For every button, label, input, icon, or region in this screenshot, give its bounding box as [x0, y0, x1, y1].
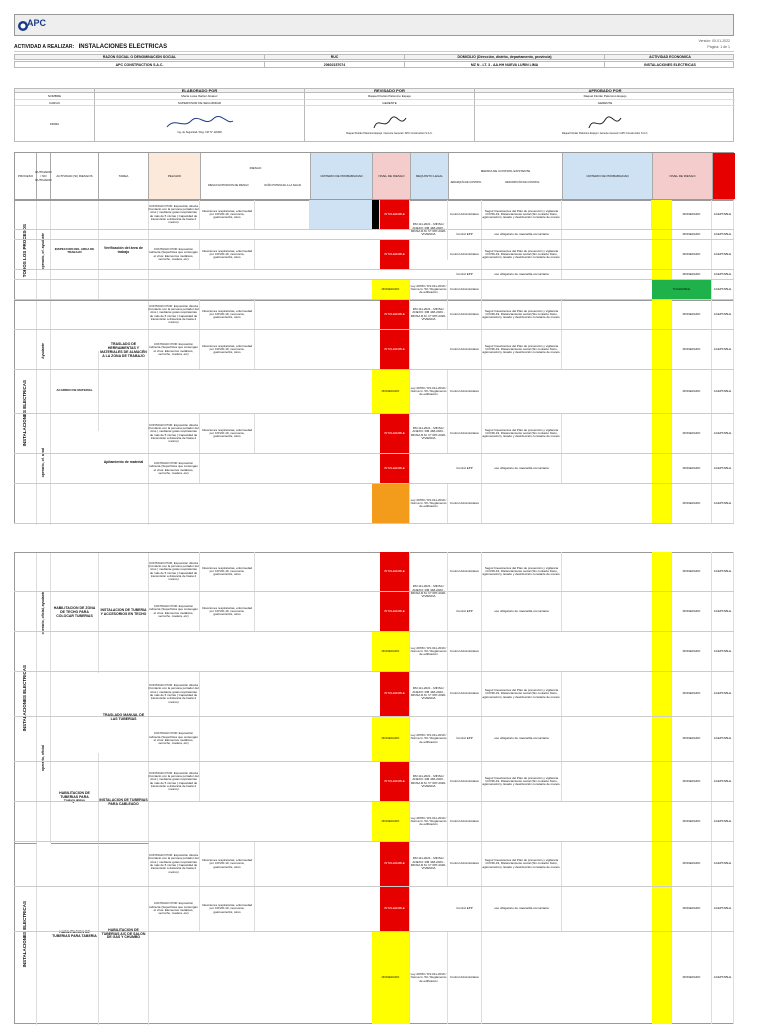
- residual-level: MODERADO: [672, 672, 712, 716]
- risk-level-cell: INTOLERABLE: [380, 414, 410, 453]
- residual-level: MODERADO: [672, 762, 712, 801]
- control-desc-cell: uso obligatorio de mascarilla comunitaria: [482, 270, 562, 279]
- table-row: [14, 717, 734, 762]
- hierarchy-cell: Control EPP: [448, 592, 482, 631]
- legal-cell: Ley 29783 / DS 011-2019 / Norma G. 50 / Reglamento de edificación: [410, 280, 448, 299]
- acceptance: ACEPTABLE: [712, 454, 734, 483]
- hierarchy-cell: Control Administrativo: [448, 932, 482, 1024]
- company-name: APC CONSTRUCTION S.A.C.: [15, 62, 265, 67]
- table-row: [14, 330, 734, 370]
- risk-cell: Infecciones respiratorias, enfermedad por COVID-19, neumonía, gastroenteritis, otros: [200, 200, 255, 229]
- residual-level: MODERADO: [672, 200, 712, 229]
- residual-level: MODERADO: [672, 552, 712, 591]
- economic-activity-value: INSTALACIONES ELECTRICAS: [644, 62, 696, 67]
- risk-cell: Infecciones respiratorias, enfermedad por COVID-19, neumonía, gastroenteritis, otros: [200, 414, 255, 453]
- table-row: [14, 454, 734, 484]
- p2-task-3: INSTALACION DE TUBERIAS PARA CABLEADO: [99, 763, 149, 843]
- legal-cell: RM 111-2021 - MINSA / ANEXO: RM 448-2020 - MINSA R.M. N° 087-2020-VIVIENDA: [410, 300, 448, 329]
- level-cell-2: [652, 842, 672, 886]
- table-row: [14, 632, 734, 672]
- residual-level: MODERADO: [672, 414, 712, 453]
- risk-cell: Infecciones respiratorias, enfermedad por COVID-19, neumonía, gastroenteritis, otros: [200, 240, 255, 269]
- reviewed-signature-caption: Raquel Florián Palomino Espejo / Gerente General / APC Construction S.A.C.: [346, 131, 433, 135]
- risk-level-cell: MODERADO: [372, 932, 410, 1024]
- hierarchy-cell: Control Administrativo: [448, 240, 482, 269]
- p2-routine-1-text: operario, oficial, ayudante: [40, 591, 45, 635]
- acceptance: ACEPTABLE: [712, 370, 734, 413]
- risk-sub-b: DAÑO POTENCIAL A LA SALUD: [264, 183, 302, 187]
- control-desc-cell: uso obligatorio de mascarilla comunitaria: [482, 592, 562, 631]
- hazard-cell: CONTAGIO POR: Exposición directa (Contacto con la persona portador del virus ) mediante gotas respiratorias de más de 5 micras ( Capacidad de transmisión a distancia de hasta 2 metros): [148, 552, 200, 591]
- hierarchy-cell: Control Administrativo: [448, 842, 482, 886]
- control-description-header: DESCRIPCIÓN DE CONTROL: [505, 180, 540, 184]
- risk-header-title: RIESGO: [249, 165, 262, 170]
- risk-level-cell: INTOLERABLE: [380, 552, 410, 591]
- reviewed-role: GERENTE: [305, 99, 475, 105]
- level-cell-2: [652, 414, 672, 453]
- level-cell-2: [652, 484, 672, 523]
- table-row: [14, 414, 734, 454]
- control-desc-cell: uso obligatorio de mascarilla comunitaria: [482, 717, 562, 761]
- acceptance: ACEPTABLE: [712, 762, 734, 801]
- p2-task-1: INSTALACION DE TUBERIA Y ACCESORIOS EN TECHO: [99, 553, 149, 673]
- legal-cell: RM 111-2021 - MINSA / ANEXO: RM 448-2020 - MINSA R.M. N° 087-2020-VIVIENDA: [410, 672, 448, 716]
- hazard-cell: CONTAGIO POR: Exposición indirecta (Superficies que contengan el virus: Elementos metálicos, serrucho, madera, etc): [148, 454, 200, 483]
- acceptance: ACEPTABLE: [712, 270, 734, 279]
- section-2b-routine-text: operario, of. ayud: [40, 448, 45, 478]
- routine-header: RUTINARIO / NO RUTINARIO: [37, 153, 51, 199]
- hierarchy-cell: Control EPP: [448, 887, 482, 931]
- probability-cell-2: [562, 200, 652, 229]
- table-row: [14, 672, 734, 717]
- acceptance: ACEPTABLE: [712, 842, 734, 886]
- hierarchy-cell: Control Administrativo: [448, 632, 482, 671]
- hierarchy-cell: Control Administrativo: [448, 672, 482, 716]
- p2-activity-1: HABILITACION DE ZONA DE TECHO PARA COLOCAR TUBERIAS: [51, 553, 99, 673]
- risk-cell: Infecciones respiratorias, enfermedad por COVID-19, neumonía, gastroenteritis, otros: [200, 552, 255, 591]
- risk-cell: Infecciones respiratorias, enfermedad por COVID-19, neumonía, gastroenteritis, otros: [200, 842, 255, 886]
- p2-process-text: INSTALACIONES ELECTRICAS: [22, 664, 28, 732]
- table-row: [14, 230, 734, 240]
- form-page-1: [14, 14, 734, 524]
- section-2-activity: TRASLADO DE HERRAMIENTAS Y MATERIALES DE ALMACÉN A LA ZONA DE TRABAJO: [99, 301, 149, 401]
- acceptance: ACEPTABLE: [712, 230, 734, 239]
- address-header: DOMICILIO (Dirección, distrito, departamento, provincia): [405, 55, 605, 59]
- p2-activity-2: HABILITACION DE TUBERIAS PARA TABIQUERIA: [51, 753, 99, 843]
- table-row: [14, 270, 734, 280]
- company-info-row: [14, 61, 734, 68]
- hierarchy-cell: Control EPP: [448, 717, 482, 761]
- level-cell-2: [652, 672, 672, 716]
- residual-level: MODERADO: [672, 330, 712, 369]
- legal-cell: RM 111-2021 - MINSA / ANEXO: RM 448-2020 - MINSA R.M. N° 087-2020-VIVIENDA: [410, 414, 448, 453]
- prepared-by-header: ELABORADO POR: [95, 89, 305, 92]
- activity-value: INSTALACIONES ELECTRICAS: [78, 44, 168, 50]
- process-header: PROCESO: [15, 153, 37, 199]
- approved-by-header: APROBADO POR: [588, 88, 622, 93]
- reviewed-by-header: REVISADO POR: [305, 89, 475, 92]
- acceptance: ACEPTABLE: [712, 300, 734, 329]
- legal-cell: RM 111-2021 - MINSA / ANEXO: RM 448-2020 - MINSA R.M. N° 087-2020-VIVIENDA: [410, 842, 448, 886]
- approved-name: Raquel Florián Palomino Espejo: [583, 94, 627, 98]
- risk-cell: Infecciones respiratorias, enfermedad por COVID-19, neumonía, gastroenteritis, otros: [200, 592, 255, 631]
- residual-level: MODERADO: [672, 300, 712, 329]
- hazard-cell: CONTAGIO POR: Exposición indirecta (Superficies que contengan el virus: Elementos metálicos, serrucho, madera, etc): [148, 717, 200, 761]
- residual-level: MODERADO: [672, 842, 712, 886]
- section-2b-task: Apilamiento de material: [99, 401, 149, 525]
- residual-level: MODERADO: [672, 270, 712, 279]
- hazard-cell: CONTAGIO POR: Exposición indirecta (Superficies que contengan el virus: Elementos metálicos, serrucho, madera, etc): [148, 330, 200, 369]
- p2-task-2: TRASLADO MANUAL DE LAS TUBERIAS: [99, 673, 149, 763]
- control-desc-cell: Seguir lineamientos del Plan de prevención y vigilancia COVID-19, Distanciamiento social (Sin contacto físico, aglomeración), lavado y desinfección constante de manos.: [482, 552, 562, 591]
- residual-level: MODERADO: [672, 230, 712, 239]
- acceptance: ACEPTABLE: [712, 717, 734, 761]
- table-row: [14, 280, 734, 300]
- residual-level: MODERADO: [672, 240, 712, 269]
- section-2b-activity: ACARREO DE MATERIAL: [51, 351, 99, 431]
- control-desc-cell: uso obligatorio de mascarilla comunitaria: [482, 454, 562, 483]
- probability-header: CRITERIO DE PROBABILIDAD: [311, 153, 373, 199]
- risk-level-cell: [372, 484, 410, 523]
- prepared-name: María Luisa Ibañez Alvarez: [95, 93, 305, 99]
- residual-level: TOLERABLE: [652, 280, 712, 299]
- risk-subheaders: [201, 184, 310, 187]
- level-cell-2: [652, 552, 672, 591]
- hierarchy-cell: Control Administrativo: [448, 370, 482, 413]
- risk-cell: Infecciones respiratorias, enfermedad por COVID-19, neumonía, gastroenteritis, otros: [200, 300, 255, 329]
- hazard-cell: CONTAGIO POR: Exposición directa (Contacto con la persona portador del virus ) mediante gotas respiratorias de más de 5 micras ( Capacidad de transmisión a distancia de hasta 2 metros): [148, 300, 200, 329]
- acceptance: ACEPTABLE: [712, 240, 734, 269]
- table-row: [14, 932, 734, 1024]
- acceptance: ACEPTABLE: [712, 887, 734, 931]
- hazard-cell: CONTAGIO POR: Exposición indirecta (Superficies que contengan el virus: Elementos metálicos, serrucho, madera, etc): [148, 592, 200, 631]
- prepared-signature-caption: Ing. de Seguridad / Reg. CIP N° 116328: [177, 130, 222, 134]
- company-info-header: [14, 54, 734, 60]
- reviewed-signature: [305, 105, 475, 142]
- acceptance: ACEPTABLE: [712, 414, 734, 453]
- risk-sub-a: RIESGO EXPOSICION DE RIESGO: [207, 183, 249, 187]
- p2-activity-3: HABILITACION DE TUBERIAS PARA TABERIA: [51, 843, 99, 1025]
- risk-cell: Infecciones respiratorias, enfermedad por COVID-19, neumonía, gastroenteritis, otros: [200, 887, 255, 931]
- risk-level-cell: INTOLERABLE: [380, 672, 410, 716]
- form-page-2: [14, 552, 734, 1024]
- hierarchy-cell: Control EPP: [448, 230, 482, 239]
- p2-process-2-text: INSTALACIONES ELECTRICAS: [22, 901, 28, 968]
- level-cell-2: [652, 762, 672, 801]
- risk-level-cell: INTOLERABLE: [380, 842, 410, 886]
- control-desc-cell: Seguir lineamientos del Plan de prevención y vigilancia COVID-19, Distanciamiento social (Sin contacto físico, aglomeración), lavado y desinfección constante de manos.: [482, 762, 562, 801]
- prepared-role: SUPERVISOR DE SEGURIDAD: [95, 99, 305, 105]
- legal-cell: Ley 29783 / DS 011-2019 / Norma G. 50 / Reglamento de edificación: [410, 717, 448, 761]
- section-1-routine-text: operario, of. ayudante: [40, 232, 45, 270]
- level-cell-2: [652, 300, 672, 329]
- control-desc-cell: uso obligatorio de mascarilla comunitaria: [482, 887, 562, 931]
- risk-level-cell: MODERADO: [372, 632, 410, 671]
- level-marker: [372, 200, 380, 229]
- activity-header: ACTIVIDAD (SI) RIESGOS: [51, 153, 99, 199]
- acceptance: ACEPTABLE: [712, 632, 734, 671]
- legal-cell: Ley 29783 / DS 011-2019 / Norma G. 50 / Reglamento de edificación: [410, 932, 448, 1024]
- risk-level-cell: INTOLERABLE: [380, 762, 410, 801]
- hierarchy-cell: Control Administrativo: [448, 280, 482, 299]
- residual-level: MODERADO: [672, 632, 712, 671]
- name-label: NOMBRE: [15, 93, 95, 99]
- risk-level-header: NIVEL DE RIESGO: [373, 153, 411, 199]
- legal-requirement-header: REQUISITO LEGAL: [411, 153, 449, 199]
- section-2-routine-text: Ayudante: [40, 343, 45, 359]
- significance-header: [713, 153, 735, 199]
- risk-level-cell: INTOLERABLE: [380, 240, 410, 269]
- activity-label: ACTIVIDAD A REALIZAR:: [14, 44, 75, 50]
- table-row: [14, 300, 734, 330]
- acceptance: ACEPTABLE: [712, 672, 734, 716]
- signature-scribble-icon: [585, 114, 625, 132]
- residual-level: MODERADO: [672, 802, 712, 841]
- hierarchy-cell: Control Administrativo: [448, 414, 482, 453]
- risk-header: [201, 153, 311, 199]
- acceptance: ACEPTABLE: [712, 330, 734, 369]
- reviewed-name: Raquel Florián Palomino Espejo: [305, 93, 475, 99]
- risk-level-cell: MODERADO: [372, 370, 410, 413]
- hierarchy-cell: Control Administrativo: [448, 300, 482, 329]
- control-measure-header: [449, 153, 563, 199]
- form-header: [14, 14, 734, 36]
- level-cell-2: [652, 240, 672, 269]
- legal-cell: Ley 29783 / DS 011-2019 / Norma G. 50 / Reglamento de edificación: [410, 802, 448, 841]
- hierarchy-cell: Control EPP: [448, 270, 482, 279]
- level-cell-2: [652, 932, 672, 1024]
- level-cell-2: [652, 454, 672, 483]
- acceptance: ACEPTABLE: [712, 592, 734, 631]
- control-desc-cell: Seguir lineamientos del Plan de prevención y vigilancia COVID-19, Distanciamiento social (Sin contacto físico, aglomeración), lavado y desinfección constante de manos.: [482, 842, 562, 886]
- hierarchy-cell: Control Administrativo: [448, 552, 482, 591]
- level-cell-2: [652, 200, 672, 229]
- damage-cell: [255, 200, 310, 229]
- control-desc-cell: Seguir lineamientos del Plan de prevención y vigilancia COVID-19, Distanciamiento social (Sin contacto físico, aglomeración), lavado y desinfección constante de manos.: [482, 300, 562, 329]
- hazard-cell: CONTAGIO POR: Exposición directa (Contacto con la persona portador del virus ) mediante gotas respiratorias de más de 5 micras ( Capacidad de transmisión a distancia de hasta 2 metros): [148, 200, 200, 229]
- table-row: [14, 802, 734, 842]
- control-desc-cell: Seguir lineamientos del Plan de prevención y vigilancia COVID-19, Distanciamiento social (Sin contacto físico, aglomeración), lavado y desinfección constante de manos.: [482, 330, 562, 369]
- legal-cell: RM 111-2021 - MINSA / ANEXO: RM 448-2020 - MINSA R.M. N° 087-2020-VIVIENDA: [410, 552, 448, 632]
- hierarchy-cell: Control Administrativo: [448, 330, 482, 369]
- company-name-header: RAZON SOCIAL O DENOMINACIÓN SOCIAL: [15, 55, 265, 59]
- risk-level-cell: INTOLERABLE: [380, 200, 410, 229]
- level-cell-2: [652, 887, 672, 931]
- control-desc-cell: Seguir lineamientos del Plan de prevención y vigilancia COVID-19, Distanciamiento social (Sin contacto físico, aglomeración), lavado y desinfección constante de manos.: [482, 240, 562, 269]
- risk-level-cell: INTOLERABLE: [380, 592, 410, 631]
- hazard-cell: CONTAGIO POR: Exposición indirecta (Superficies que contengan el virus: Elementos metálicos, serrucho, madera, etc): [148, 887, 200, 931]
- legal-cell: Ley 29783 / DS 011-2019 / Norma G. 50 / Reglamento de edificación: [410, 370, 448, 413]
- hierarchy-cell: Control Administrativo: [448, 802, 482, 841]
- control-desc-cell: uso obligatorio de mascarilla comunitaria: [482, 230, 562, 239]
- residual-level: MODERADO: [672, 370, 712, 413]
- table-row: [14, 484, 734, 524]
- hazard-cell: CONTAGIO POR: Exposición directa (Contacto con la persona portador del virus ) mediante gotas respiratorias de más de 5 micras ( Capacidad de transmisión a distancia de hasta 2 metros): [148, 672, 200, 716]
- approved-signature: [475, 105, 735, 142]
- acceptance: ACEPTABLE: [712, 280, 734, 299]
- hierarchy-cell: Control EPP: [448, 454, 482, 483]
- hazard-cell: CONTAGIO POR: Exposición directa (Contacto con la persona portador del virus ) mediante gotas respiratorias de más de 5 micras ( Capacidad de transmisión a distancia de hasta 2 metros): [148, 414, 200, 453]
- residual-level: MODERADO: [672, 484, 712, 523]
- control-desc-cell: Seguir lineamientos del Plan de prevención y vigilancia COVID-19, Distanciamiento social (Sin contacto físico, aglomeración), lavado y desinfección constante de manos.: [482, 200, 562, 229]
- legal-cell: RM 111-2021 - MINSA / ANEXO: RM 448-2020 - MINSA R.M. N° 087-2020-VIVIENDA: [410, 762, 448, 801]
- signature-scribble-icon: [165, 115, 235, 131]
- residual-level: MODERADO: [672, 717, 712, 761]
- control-subheaders: [449, 181, 562, 184]
- signature-scribble-icon: [370, 114, 410, 132]
- risk-level-cell: MODERADO: [372, 802, 410, 841]
- acceptance: ACEPTABLE: [712, 802, 734, 841]
- risk-level-cell: MODERADO: [372, 280, 410, 299]
- acceptance: ACEPTABLE: [712, 200, 734, 229]
- residual-level: MODERADO: [672, 454, 712, 483]
- hazard-cell: CONTAGIO POR: Exposición indirecta (Superficies que contengan el virus: Elementos metálicos, serrucho, madera, etc): [148, 240, 200, 269]
- control-desc-cell: Seguir lineamientos del Plan de prevención y vigilancia COVID-19, Distanciamiento social (Sin contacto físico, aglomeración), lavado y desinfección constante de manos.: [482, 672, 562, 716]
- hazard-cell: CONTAGIO POR: Exposición directa (Contacto con la persona portador del virus ) mediante gotas respiratorias de más de 5 micras ( Capacidad de transmisión a distancia de hasta 2 metros): [148, 762, 200, 801]
- version-text: Versión: 00-01-2022: [698, 39, 730, 43]
- signers-block: [14, 92, 734, 142]
- residual-level: MODERADO: [672, 887, 712, 931]
- p2-routine-2-text: operario, oficial: [40, 744, 45, 772]
- level-cell-2: [652, 370, 672, 413]
- hierarchy-cell: Control Administrativo: [448, 762, 482, 801]
- ruc-header: RUC: [265, 55, 405, 59]
- p2-task-4: HABILITACION DE TUBERIAS A/C DE SALON DE GAS Y CHUMBO: [99, 843, 149, 1025]
- role-label: CARGO: [15, 99, 95, 105]
- table-row: [14, 370, 734, 414]
- ruc-value: 20602157074: [265, 62, 405, 67]
- address-value: MZ N - LT. 3 - AA.HH NUEVA LURIN LIMA: [405, 62, 605, 67]
- hierarchy-cell: Control Administrativo: [448, 200, 482, 229]
- risk-table-header: [14, 152, 734, 200]
- logo-text: APC: [27, 18, 47, 28]
- control-hierarchy-header: JERARQUÍA DE CONTROL: [450, 180, 482, 184]
- activity-line: [14, 44, 734, 52]
- hierarchy-cell: Control Administrativo: [448, 484, 482, 523]
- level-cell-2: [652, 717, 672, 761]
- section-1-task: Verificación del área de trabajo: [99, 201, 149, 301]
- acceptance: ACEPTABLE: [712, 552, 734, 591]
- risk-level-cell: INTOLERABLE: [380, 330, 410, 369]
- probability-header-2: CRITERIO DE PROBABILIDAD: [563, 153, 653, 199]
- acceptance: ACEPTABLE: [712, 932, 734, 1024]
- level-cell-2: [652, 592, 672, 631]
- risk-level-cell: INTOLERABLE: [380, 887, 410, 931]
- section-1-process-text: TODOS LOS PROCESOS: [22, 224, 28, 278]
- hazard-header: PELIGRO: [149, 153, 201, 199]
- risk-cell: Infecciones respiratorias, enfermedad por COVID-19, neumonía, gastroenteritis, otros: [200, 330, 255, 369]
- approved-signature-caption: Raquel Florián Palomino Espejo / Gerente General / APC Construction S.A.C.: [561, 131, 649, 135]
- hazard-cell: CONTAGIO POR: Exposición directa (Contacto con la persona portador del virus ) mediante gotas respiratorias de más de 5 micras ( Capacidad de transmisión a distancia de hasta 2 metros): [148, 842, 200, 886]
- legal-cell: RM 111-2021 - MINSA / ANEXO: RM 448-2020 - MINSA R.M. N° 087-2020-VIVIENDA: [410, 200, 448, 260]
- table-row: [14, 552, 734, 599]
- level-cell-2: [652, 230, 672, 239]
- section-2-process-text: INSTALACIONES ELECTRICAS: [22, 379, 28, 447]
- table-row: [14, 887, 734, 932]
- economic-activity-header: ACTIVIDAD ECONOMICA: [649, 55, 691, 59]
- risk-level-cell: INTOLERABLE: [380, 300, 410, 329]
- residual-level: MODERADO: [672, 932, 712, 1024]
- level-cell-2: [652, 632, 672, 671]
- table-row: [14, 762, 734, 802]
- legal-cell: Ley 29783 / DS 011-2019 / Norma G. 50 / Reglamento de edificación: [410, 632, 448, 671]
- prepared-signature: [95, 105, 305, 142]
- acceptance: ACEPTABLE: [712, 484, 734, 523]
- control-measure-title: MEDIDA DE CONTROL EXISTENTE: [480, 168, 531, 173]
- level-cell-2: [652, 802, 672, 841]
- page-text: Página: 1 de 1: [707, 45, 730, 49]
- level-cell-2: [652, 270, 672, 279]
- table-row: [14, 240, 734, 270]
- probability-cell: [310, 200, 372, 229]
- risk-level-cell: MODERADO: [372, 717, 410, 761]
- legal-cell: Ley 29783 / DS 011-2019 / Norma G. 50 / Reglamento de edificación: [410, 484, 448, 523]
- table-row: [14, 842, 734, 887]
- task-header: TAREA: [99, 153, 149, 199]
- approved-role: GERENTE: [475, 99, 735, 105]
- residual-level: MODERADO: [672, 592, 712, 631]
- control-desc-cell: Seguir lineamientos del Plan de prevención y vigilancia COVID-19, Distanciamiento social (Sin contacto físico, aglomeración), lavado y desinfección constante de manos.: [482, 414, 562, 453]
- signature-label: FIRMA: [15, 105, 95, 142]
- risk-level-cell: INTOLERABLE: [380, 454, 410, 483]
- risk-level-header-2: NIVEL DE RIESGO: [653, 153, 713, 199]
- level-cell-2: [652, 330, 672, 369]
- section-1-activity: INSPECCION DEL AREA DE TRABAJO: [51, 201, 99, 301]
